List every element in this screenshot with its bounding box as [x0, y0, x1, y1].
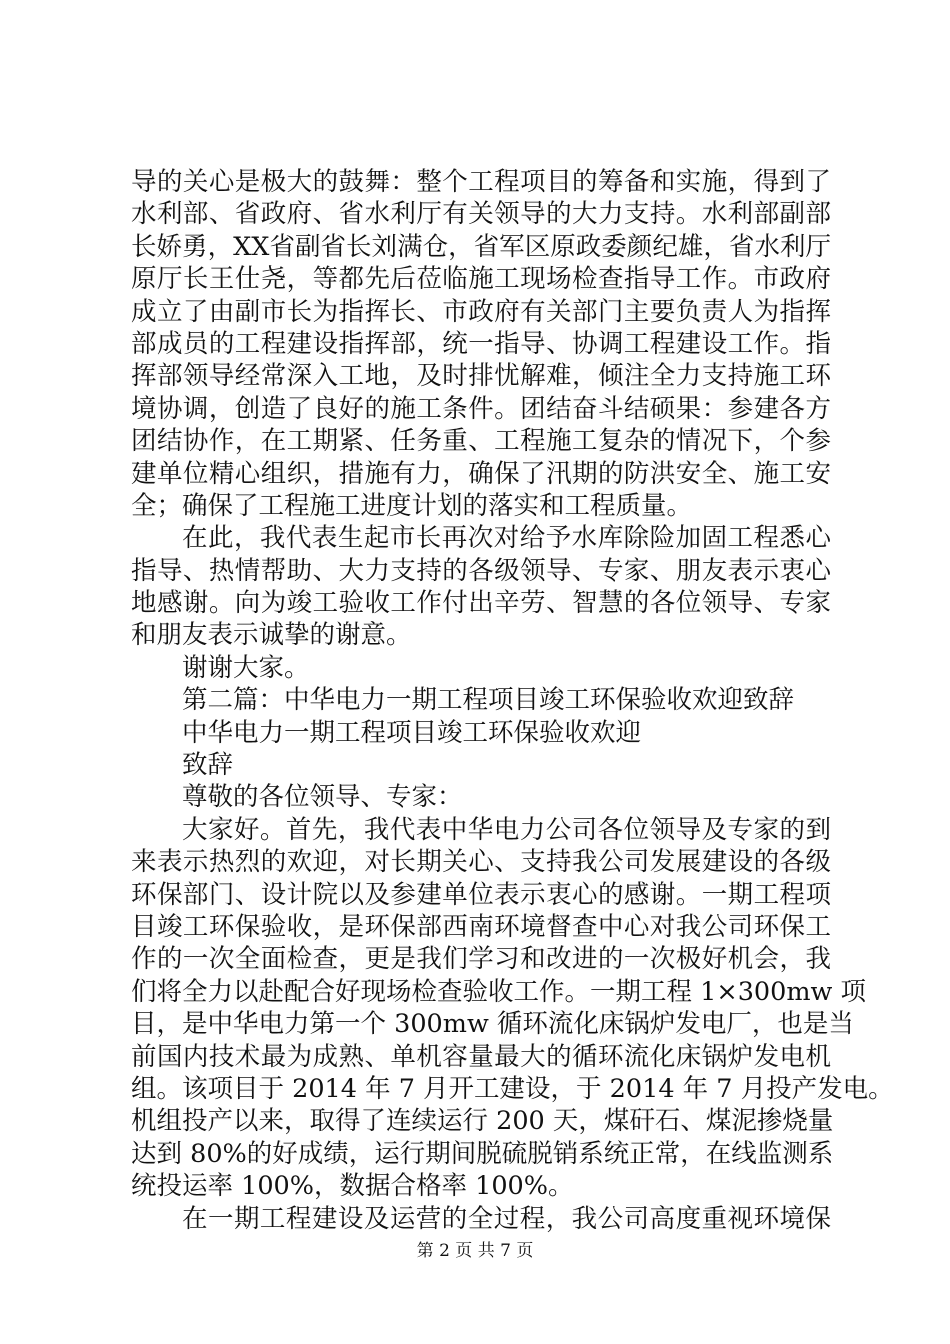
text-line: 境协调，创造了良好的施工条件。团结奋斗结硕果：参建各方	[131, 393, 831, 424]
text-line: 导的关心是极大的鼓舞：整个工程项目的筹备和实施，得到了	[131, 167, 831, 197]
text-line: 团结协作，在工期紧、任务重、工程施工复杂的情况下，个参	[131, 426, 831, 457]
text-line: 建单位精心组织，措施有力，确保了汛期的防洪安全、施工安	[131, 458, 831, 489]
text-line: 目，是中华电力第一个 300mw 循环流化床锅炉发电厂，也是当	[131, 1009, 854, 1040]
text-line: 作的一次全面检查，更是我们学习和改进的一次极好机会，我	[131, 944, 831, 975]
text-line: 组。该项目于 2014 年 7 月开工建设，于 2014 年 7 月投产发电。	[131, 1073, 894, 1104]
text-line: 在此，我代表生起市长再次对给予水库除险加固工程悉心	[182, 523, 831, 554]
text-line: 第二篇：中华电力一期工程项目竣工环保验收欢迎致辞	[182, 685, 795, 716]
text-line: 原厅长王仕尧，等都先后莅临施工现场检查指导工作。市政府	[131, 264, 831, 295]
document-body	[131, 166, 894, 1235]
text-line: 部成员的工程建设指挥部，统一指导、协调工程建设工作。指	[131, 328, 831, 359]
text-line: 机组投产以来，取得了连续运行 200 天，煤矸石、煤泥掺烧量	[131, 1106, 834, 1137]
text-line: 谢谢大家。	[182, 652, 310, 683]
text-line: 水利部、省政府、省水利厅有关领导的大力支持。水利部副部	[131, 199, 831, 230]
text-line: 中华电力一期工程项目竣工环保验收欢迎	[182, 717, 642, 748]
text-line: 来表示热烈的欢迎，对长期关心、支持我公司发展建设的各级	[131, 847, 831, 878]
text-line: 全；确保了工程施工进度计划的落实和工程质量。	[131, 490, 693, 521]
text-line: 和朋友表示诚挚的谢意。	[131, 620, 412, 651]
text-line: 在一期工程建设及运营的全过程，我公司高度重视环境保	[182, 1203, 831, 1234]
text-line: 们将全力以赴配合好现场检查验收工作。一期工程 1×300mw 项	[131, 976, 866, 1007]
text-line: 致辞	[182, 750, 234, 781]
text-line: 目竣工环保验收，是环保部西南环境督查中心对我公司环保工	[131, 911, 831, 942]
text-line: 成立了由副市长为指挥长、市政府有关部门主要负责人为指挥	[131, 296, 831, 327]
text-line: 指导、热情帮助、大力支持的各级领导、专家、朋友表示衷心	[131, 555, 831, 586]
page-footer: 第 2 页 共 7 页	[416, 1241, 534, 1261]
text-line: 尊敬的各位领导、专家：	[182, 782, 463, 813]
text-line: 长娇勇，XX省副省长刘满仓，省军区原政委颜纪雄，省水利厅	[131, 231, 831, 262]
text-line: 挥部领导经常深入工地，及时排忧解难，倾注全力支持施工环	[131, 361, 831, 392]
text-line: 大家好。首先，我代表中华电力公司各位领导及专家的到	[182, 814, 831, 845]
text-line: 环保部门、设计院以及参建单位表示衷心的感谢。一期工程项	[131, 879, 831, 910]
text-line: 统投运率 100%，数据合格率 100%。	[131, 1171, 574, 1202]
text-line: 地感谢。向为竣工验收工作付出辛劳、智慧的各位领导、专家	[131, 588, 831, 619]
text-line: 前国内技术最为成熟、单机容量最大的循环流化床锅炉发电机	[131, 1041, 831, 1072]
text-line: 达到 80%的好成绩，运行期间脱硫脱销系统正常，在线监测系	[131, 1138, 834, 1169]
